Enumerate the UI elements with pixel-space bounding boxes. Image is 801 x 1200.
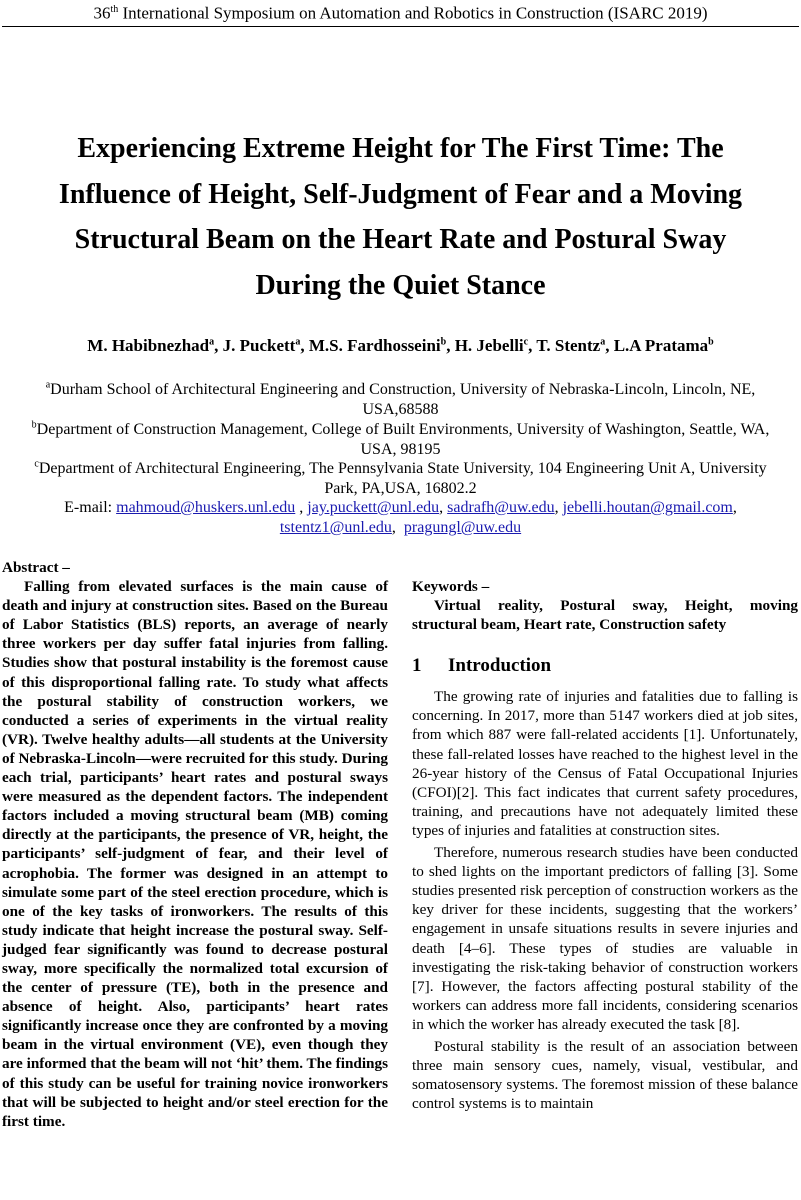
right-column bbox=[412, 577, 798, 1113]
email-label: E-mail: bbox=[64, 499, 113, 516]
abstract-column bbox=[2, 558, 388, 1131]
author: J. Puckett$^a$ bbox=[222, 336, 301, 355]
affiliation-b: $^b$Department of Construction Management, College of Built Environments, University of Washington, Seattle, WA, USA, 98195 bbox=[31, 419, 770, 458]
email-link[interactable]: jay.puckett@unl.edu bbox=[307, 499, 440, 516]
intro-paragraph: The growing rate of injuries and fatalities due to falling is concerning. In 2017, more than 5147 workers died at job sites, from which 887 were fall-related accidents [1]. Unfortunately, these fall-related losses have reached to the highest level in the 26-year history of the Census of Fatal Occupational Injuries (CFOI)[2]. This fact indicates that current safety procedures, training, and precautions have not adequately limited these types of injuries and fatalities at construction sites. bbox=[412, 688, 798, 839]
edition-number: 36 bbox=[93, 3, 111, 23]
author: M. Habibnezhad$^a$ bbox=[87, 336, 215, 355]
keywords-text: Virtual reality, Postural sway, Height, moving structural beam, Heart rate, Construction safety bbox=[412, 597, 798, 634]
header-rule bbox=[2, 26, 799, 27]
affiliation-c: $^c$Department of Architectural Engineering, The Pennsylvania State University, 104 Engineering Unit A, University Park, PA,USA, 16802.2 bbox=[34, 458, 767, 497]
keywords-heading: Keywords – bbox=[412, 578, 490, 595]
edition-suffix: th bbox=[110, 4, 119, 15]
email-link[interactable]: sadrafh@uw.edu bbox=[447, 499, 555, 516]
running-header bbox=[0, 0, 801, 24]
author: T. Stentz$^a$ bbox=[536, 336, 606, 355]
email-link[interactable]: jebelli.houtan@gmail.com bbox=[562, 499, 733, 516]
intro-paragraph: Postural stability is the result of an association between three main sensory cues, namely, visual, vestibular, and somatosensory systems. The foremost mission of these balance control systems is to maintain bbox=[412, 1037, 798, 1113]
title-line: Structural Beam on the Heart Rate and Postural Sway bbox=[74, 224, 727, 255]
title-line: During the Quiet Stance bbox=[255, 269, 546, 301]
conference-name: International Symposium on Automation and Robotics in Construction (ISARC 2019) bbox=[122, 3, 708, 23]
author: L.A Pratama$^b$ bbox=[613, 336, 714, 355]
author: H. Jebelli$^c$ bbox=[454, 336, 529, 355]
author: M.S. Fardhosseini$^b$ bbox=[308, 336, 447, 355]
affiliation-a: $^a$Durham School of Architectural Engineering and Construction, University of Nebraska-Lincoln, Lincoln, NE, USA,68588 bbox=[45, 379, 756, 418]
email-link[interactable]: mahmoud@huskers.unl.edu bbox=[116, 499, 296, 516]
title-line: Experiencing Extreme Height for The First Time: The bbox=[77, 133, 724, 164]
paper-title bbox=[10, 126, 791, 308]
intro-paragraph: Therefore, numerous research studies have been conducted to shed lights on the important predictors of falling [3]. Some studies presented risk perception of construction workers as the key driver for these incidents, suggesting that the workers’ engagement in unsafe situations results in severe injuries and death [4–6]. These types of studies are valuable in investigating the risk-taking behavior of construction workers [7]. However, the factors affecting postural stability of the workers can address more fall incidents, considering scenarios in which the worker has already executed the task [8]. bbox=[412, 844, 798, 1033]
author-list: M. Habibnezhad$^a$, J. Puckett$^a$, M.S. Fardhosseini$^b$, H. Jebelli$^c$, T. Stentz$^a$, L.A Pratama$^b$ bbox=[87, 336, 714, 355]
abstract-text: Falling from elevated surfaces is the main cause of death and injury at construction sites. Based on the Bureau of Labor Statistics (BLS) reports, an average of nearly three workers per day suffer fatal injuries from falling. Studies show that postural instability is the foremost cause of this disproportional falling rate. To study what affects the postural stability of construction workers, we conducted a series of experiments in the virtual reality (VR). Twelve healthy adults—all students at the University of Nebraska-Lincoln—were recruited for this study. During each trial, participants’ heart rates and postural sways were measured as the dependent factors. The independent factors included a moving structural beam (MB) coming directly at the participants, the presence of VR, height, the participants’ self-judgment of fear, and their level of acrophobia. The former was designed in an attempt to simulate some part of the steel erection procedure, which is one of the key tasks of ironworkers. The results of this study indicate that height increase the postural sway. Self-judged fear significantly was found to decrease postural sway, more specifically the normalized total excursion of the center of pressure (TE), both in the presence and absence of height. Also, participants’ heart rates significantly increase once they are confronted by a moving beam in the virtual environment (VE), even though they are informed that the beam will not ‘hit’ them. The findings of this study can be useful for training novice ironworkers that will be subjected to height and/or steel erection for the first time. bbox=[2, 578, 389, 1130]
section-heading-introduction: 1 Introduction bbox=[412, 655, 552, 677]
abstract-heading: Abstract – bbox=[2, 559, 70, 576]
email-list: E-mail: mahmoud@huskers.unl.edu , jay.puckett@unl.edu, sadrafh@uw.edu, jebelli.houtan@gmail.com, tstentz1@unl.edu, pragungl@uw.edu bbox=[64, 499, 737, 536]
email-link[interactable]: tstentz1@unl.edu bbox=[279, 519, 392, 536]
title-line: Influence of Height, Self-Judgment of Fear and a Moving bbox=[58, 178, 743, 210]
email-link[interactable]: pragungl@uw.edu bbox=[403, 519, 522, 536]
